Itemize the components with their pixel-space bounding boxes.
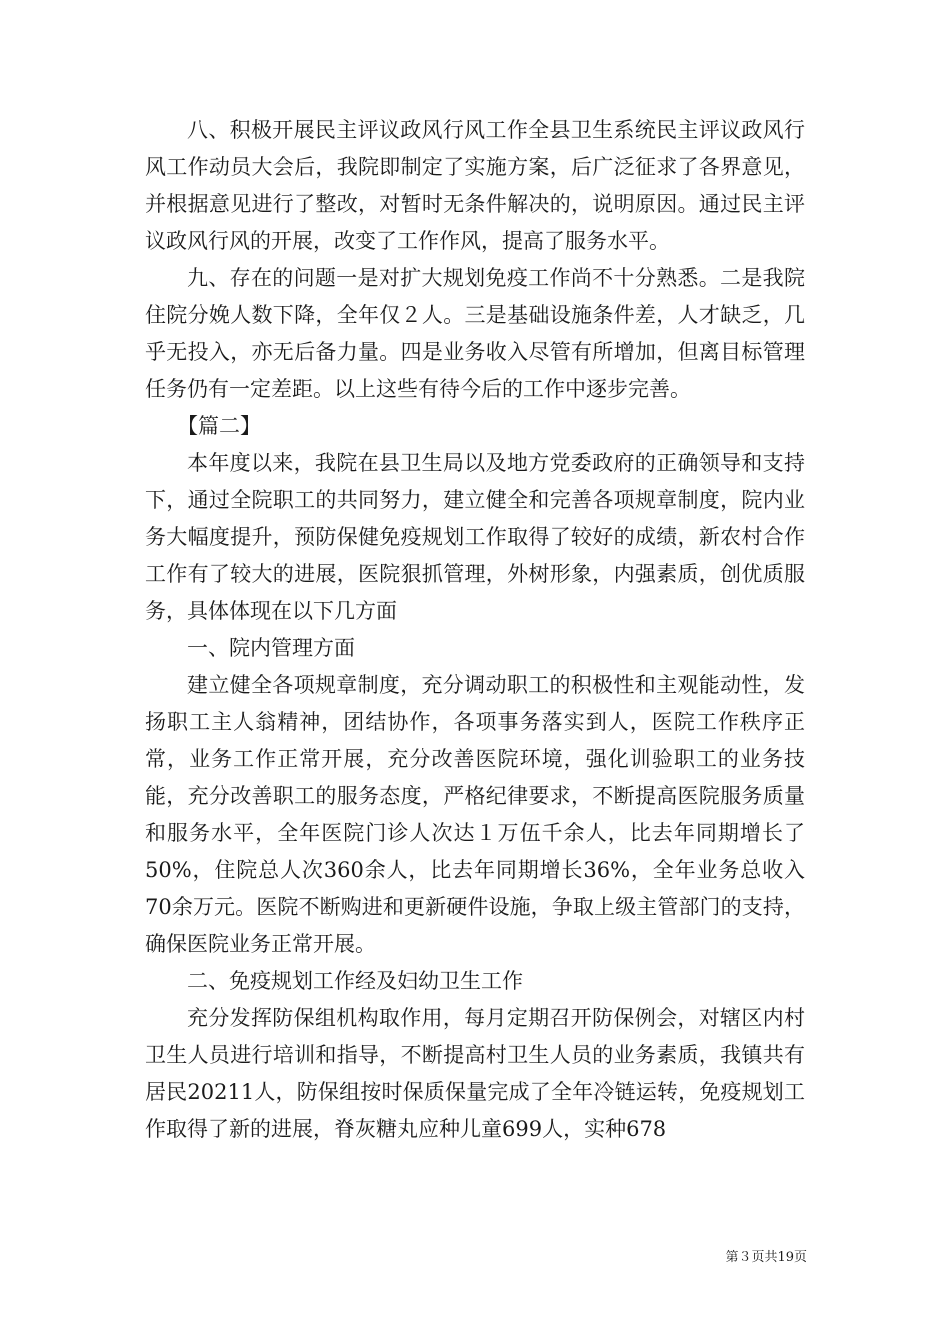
paragraph-intro: 本年度以来，我院在县卫生局以及地方党委政府的正确领导和支持下，通过全院职工的共同努力，建立健全和完善各项规章制度，院内业务大幅度提升，预防保健免疫规划工作取得了较好的成绩，新农村合作工作有了较大的进展，医院狠抓管理，外树形象，内强素质，创优质服务，具体体现在以下几方面 (145, 451, 805, 623)
section-heading-part-two: 【篇二】 (177, 414, 261, 438)
paragraph-nine: 九、存在的问题一是对扩大规划免疫工作尚不十分熟悉。二是我院住院分娩人数下降，全年仅２人。三是基础设施条件差，人才缺乏，几乎无投入，亦无后备力量。四是业务收入尽管有所增加，但离目标管理任务仍有一定差距。以上这些有待今后的工作中逐步完善。 (145, 266, 805, 401)
subheading-immunization: 二、免疫规划工作经及妇幼卫生工作 (187, 969, 523, 993)
subheading-internal-management: 一、院内管理方面 (187, 636, 355, 660)
paragraph-immunization: 充分发挥防保组机构取作用，每月定期召开防保例会，对辖区内村卫生人员进行培训和指导，不断提高村卫生人员的业务素质，我镇共有居民20211人，防保组按时保质保量完成了全年冷链运转，免疫规划工作取得了新的进展，脊灰糖丸应种儿童699人，实种678 (145, 1006, 805, 1141)
page-number-footer: 第３页共19页 (725, 1250, 807, 1265)
document-body (145, 112, 805, 1148)
paragraph-eight: 八、积极开展民主评议政风行风工作全县卫生系统民主评议政风行风工作动员大会后，我院即制定了实施方案，后广泛征求了各界意见，并根据意见进行了整改，对暂时无条件解决的，说明原因。通过民主评议政风行风的开展，改变了工作作风，提高了服务水平。 (145, 118, 805, 253)
paragraph-internal-management: 建立健全各项规章制度，充分调动职工的积极性和主观能动性，发扬职工主人翁精神，团结协作，各项事务落实到人，医院工作秩序正常，业务工作正常开展，充分改善医院环境，强化训验职工的业务技能，充分改善职工的服务态度，严格纪律要求，不断提高医院服务质量和服务水平，全年医院门诊人次达１万伍千余人，比去年同期增长了50%，住院总人次360余人，比去年同期增长36%，全年业务总收入70余万元。医院不断购进和更新硬件设施，争取上级主管部门的支持，确保医院业务正常开展。 (145, 673, 805, 956)
